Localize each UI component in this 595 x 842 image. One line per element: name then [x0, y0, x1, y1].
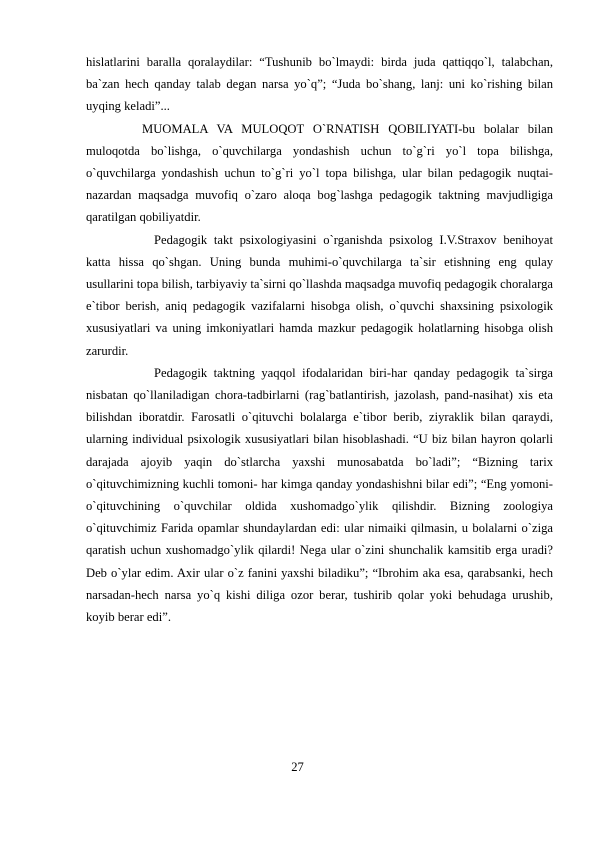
body-text [86, 51, 553, 628]
page-number: 27 [291, 760, 304, 774]
paragraph-4: Pedagogik taktning yaqqol ifodalaridan biri-har qanday pedagogik ta`sirga nisbatan qo`llaniladigan chora-tadbirlarni (rag`batlantirish, jazolash, pand-nasihat) xis eta bilishdan iboratdir. Farosatli o`qituvchi bolalarga e`tibor berib, ziyraklik bilan qaraydi, ularning individual psixologik xususiyatlari bilan hisoblashadi. “U biz bilan hayron qolarli darajada ajoyib yaqin do`stlarcha yaxshi munosabatda bo`ladi”; “Bizning tarix o`qituvchimizning kuchli tomoni- har kimga qanday yondashishni bilar edi”; “Eng yomoni-o`qituvchining o`quvchilar oldida xushomadgo`ylik qilishdir. Bizning zoologiya o`qituvchimiz Farida opamlar shundaylardan edi: ular nimaiki qilmasin, u bolalarni o`ziga qaratish uchun xushomadgo`ylik qilardi! Nega ular o`zini shunchalik kamsitib erga uradi? Deb o`ylar edim. Axir ular o`z fanini yaxshi biladiku”; “Ibrohim aka esa, qarabsanki, hech narsadan-hech narsa yo`q kishi diliga ozor berar, tushirib qolar yoki behudaga urushib, koyib berar edi”. [86, 365, 553, 625]
paragraph-2: MUOMALA VA MULOQOT O`RNATISH QOBILIYATI-bu bolalar bilan muloqotda bo`lishga, o`quvchilarga yondashish uchun to`g`ri yo`l topa bilishga, o`quvchilarga yondashish uchun to`g`ri yo`l topa bilishga, ular bilan pedagogik nuqtai-nazardan maqsadga muvofiq o`zaro aloqa bog`lashga pedagogik taktning mavjudligiga qaratilgan qobiliyatdir. [86, 121, 553, 225]
paragraph-1: hislatlarini baralla qoralaydilar: “Tushunib bo`lmaydi: birda juda qattiqqo`l, talabchan, ba`zan hech qanday talab degan narsa yo`q”; “Juda bo`shang, lanj: uni ko`rishing bilan uyqing keladi”... [86, 55, 553, 114]
paragraph-3: Pedagogik takt psixologiyasini o`rganishda psixolog I.V.Straxov benihoyat katta hissa qo`shgan. Uning bunda muhimi-o`quvchilarga ta`sir etishning eng qulay usullarini topa bilish, tarbiyaviy ta`sirni qo`llashda maqsadga muvofiq pedagogik choralarga e`tibor berish, aniq pedagogik vazifalarni hisobga olish, o`quvchi shaxsining psixologik xususiyatlari va uning imkoniyatlari hamda mazkur pedagogik holatlarning hisobga olish zarurdir. [86, 232, 553, 358]
